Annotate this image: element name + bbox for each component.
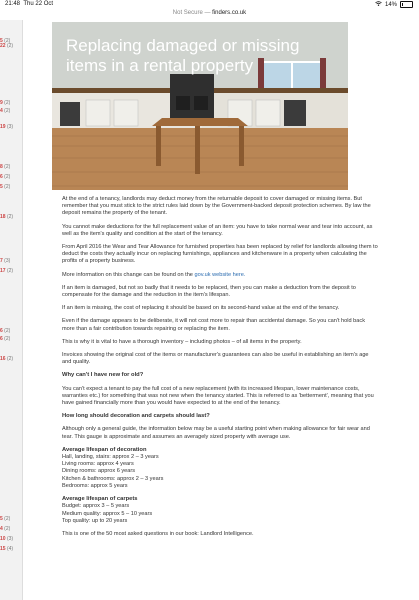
list-item: Medium quality: approx 5 – 10 years <box>62 510 153 517</box>
sidebar-count-item[interactable]: 8 (2) <box>0 164 11 170</box>
sidebar-count-item[interactable]: 10 (3) <box>0 536 14 542</box>
list-item: Top quality: up to 20 years <box>62 517 128 524</box>
sidebar-count-item[interactable]: 6 (2) <box>0 174 11 180</box>
paragraph: If an item is missing, the cost of replacing it should be based on its second-hand value at the end of the tenancy. <box>62 305 340 312</box>
list-item: Bedrooms: approx 5 years <box>62 482 128 489</box>
paragraph: From April 2016 the Wear and Tear Allowance for furnished properties has been replaced by relief for landlords allowing them to deduct the costs they actually incur on replacing furnishings, appliances and kitchenware in a property when calculating the profits of a property business. <box>62 244 378 265</box>
sidebar-count-item[interactable]: 5 (2) <box>0 516 11 522</box>
list-item: Hall, landing, stairs: approx 2 – 3 years <box>62 454 159 461</box>
battery-percent: 14% <box>384 1 397 8</box>
sidebar-count-item[interactable]: 6 (2) <box>0 328 11 334</box>
decoration-lifespan-list <box>62 447 378 490</box>
sidebar-count-item[interactable]: 19 (3) <box>0 124 14 130</box>
list-item: Living rooms: approx 4 years <box>62 461 134 468</box>
status-right <box>375 1 413 8</box>
article-body <box>62 196 378 544</box>
carpet-lifespan-list <box>62 496 378 525</box>
list-item: Budget: approx 3 – 5 years <box>62 503 130 510</box>
section-heading: Why can't I have new for old? <box>62 372 144 379</box>
sidebar-count-item[interactable]: 9 (2) <box>0 100 11 106</box>
sidebar-count-item[interactable]: 16 (2) <box>0 356 14 362</box>
list-item: Kitchen & bathrooms: approx 2 – 3 years <box>62 475 164 482</box>
paragraph: Invoices showing the original cost of the items or manufacturer's guarantees can also be useful in establishing an item's age and quality. <box>62 352 369 366</box>
sidebar-count-item[interactable]: 4 (2) <box>0 108 11 114</box>
sidebar-count-item[interactable]: 4 (2) <box>0 526 11 532</box>
sidebar-divider <box>22 20 23 600</box>
list-item: Dining rooms: approx 6 years <box>62 468 136 475</box>
paragraph: If an item is damaged, but not so badly that it needs to be replaced, then you can make a deduction from the deposit to compensate for the damage and the reduction in the item's lifespan. <box>62 284 356 299</box>
hero-title: Replacing damaged or missing items in a rental property <box>66 36 300 75</box>
sidebar-count-item[interactable]: 22 (2) <box>0 43 14 49</box>
paragraph: You can't expect a tenant to pay the full cost of a new replacement (with its increased lifespan, lower maintenance costs, warranties etc.) for something that was not new when the tenancy started. This is referred to as 'betterment', meaning that you have gained financially more than you would have expected to at the end of the tenancy. <box>62 385 374 407</box>
address-bar[interactable]: Not Secure — finders.co.uk <box>172 10 247 16</box>
sidebar-count-item[interactable]: 18 (2) <box>0 214 14 220</box>
security-label: Not Secure <box>172 10 203 16</box>
status-bar <box>0 0 419 9</box>
paragraph: You cannot make deductions for the full replacement value of an item: you have to take normal wear and tear into account, as well as the item's quality and condition at the start of the tenancy. <box>62 223 373 237</box>
list-heading: Average lifespan of carpets <box>62 496 138 503</box>
paragraph: At the end of a tenancy, landlords may deduct money from the returnable deposit to cover damaged or missing items. But remember that you must stick to the strict rules laid down by the Government-backed deposit protection schemes. By law the deposit remains the property of the tenant. <box>62 196 371 217</box>
paragraph: More information on this change can be found on the gov.uk website here. <box>62 271 246 278</box>
status-time: 21:48 Thu 22 Oct <box>5 1 54 7</box>
paragraph: This is why it is vital to have a thorough inventory – including photos – of all items in the property. <box>62 338 302 345</box>
paragraph: This is one of the 50 most asked questions in our book: Landlord Intelligence. <box>62 530 254 537</box>
sidebar-count-item[interactable]: 5 (2) <box>0 184 11 190</box>
sidebar-count-item[interactable]: 17 (2) <box>0 268 14 274</box>
wifi-icon <box>375 1 382 8</box>
hero-image <box>52 22 348 190</box>
sidebar-count-item[interactable]: 6 (2) <box>0 336 11 342</box>
section-heading: How long should decoration and carpets should last? <box>62 413 210 420</box>
gov-uk-link[interactable]: gov.uk website here. <box>194 271 246 278</box>
paragraph: Even if the damage appears to be deliberate, it will not cost more to repair than accidental damage. So you can't hold back more than a fair contribution towards repairing or replacing the item. <box>62 318 365 332</box>
url-host: finders.co.uk <box>212 10 247 16</box>
battery-icon <box>400 1 413 8</box>
sidebar-count-item[interactable]: 15 (4) <box>0 546 14 552</box>
sidebar-count-item[interactable]: 5 (2) <box>0 38 11 44</box>
list-heading: Average lifespan of decoration <box>62 446 147 453</box>
sidebar-count-item[interactable]: 7 (3) <box>0 258 11 264</box>
sidebar <box>0 20 22 600</box>
paragraph: Although only a general guide, the information below may be a useful starting point when making allowance for fair wear and tear. This gauge is approximate and assumes an averagely sized property with average use. <box>62 426 370 440</box>
